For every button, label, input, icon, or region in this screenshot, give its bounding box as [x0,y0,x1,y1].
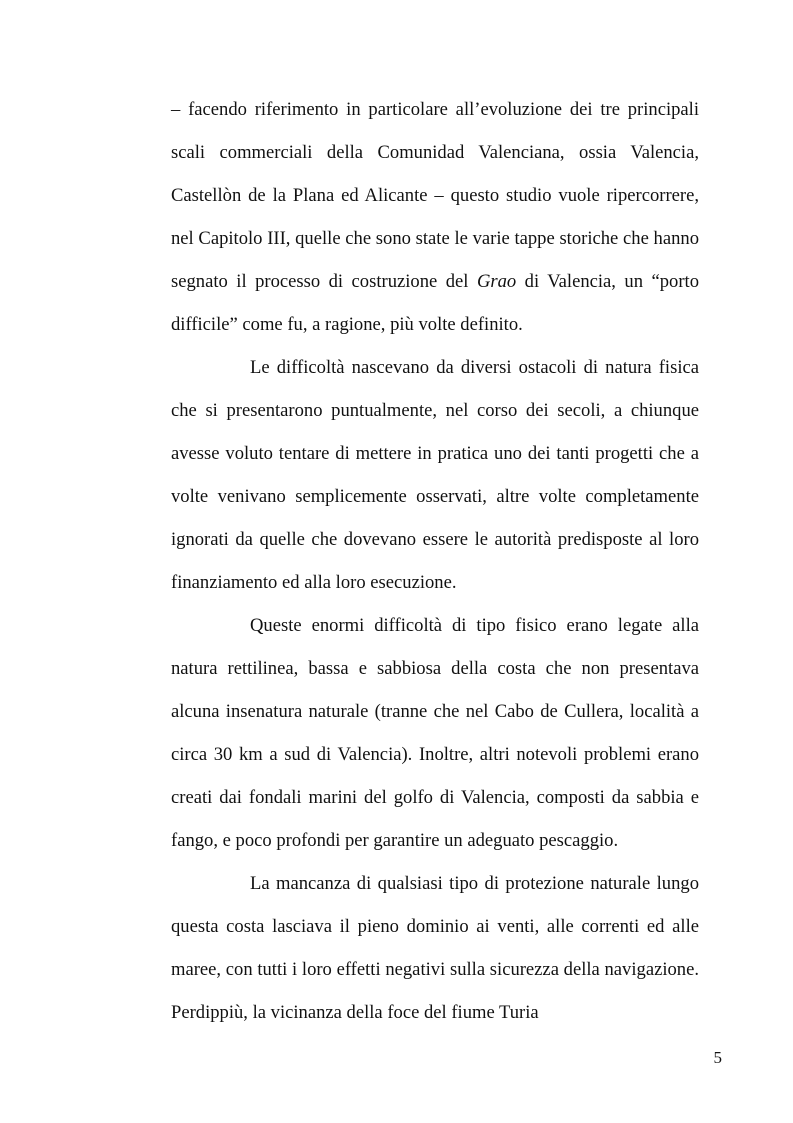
body-text [171,88,699,1034]
paragraph-4: La mancanza di qualsiasi tipo di protezione naturale lungo questa costa lasciava il pieno dominio ai venti, alle correnti ed alle maree, con tutti i loro effetti negativi sulla sicurezza della navigazione. Perdippiù, la vicinanza della foce del fiume Turia [171,873,699,1023]
paragraph-2: Le difficoltà nascevano da diversi ostacoli di natura fisica che si presentarono puntualmente, nel corso dei secoli, a chiunque avesse voluto tentare di mettere in pratica uno dei tanti progetti che a volte venivano semplicemente osservati, altre volte completamente ignorati da quelle che dovevano essere le autorità predisposte al loro finanziamento ed alla loro esecuzione. [171,357,699,593]
paragraph-1 [171,88,699,346]
paragraph-1-part-3: di Valencia, un “porto difficile” come fu, a ragione, più volte definito. [171,271,699,335]
page-number: 5 [713,1048,722,1067]
paragraph-3: Queste enormi difficoltà di tipo fisico erano legate alla natura rettilinea, bassa e sabbiosa della costa che non presentava alcuna insenatura naturale (tranne che nel Cabo de Cullera, località a circa 30 km a sud di Valencia). Inoltre, altri notevoli problemi erano creati dai fondali marini del golfo di Valencia, composti da sabbia e fango, e poco profondi per garantire un adeguato pescaggio. [171,615,699,851]
paragraph-1-part-1: – facendo riferimento in particolare all’evoluzione dei tre principali scali commerciali della Comunidad Valenciana, ossia Valencia, Castellòn de la Plana ed Alicante – questo studio vuole ripercorrere, nel Capitolo III, quelle che sono state le varie tappe storiche che hanno segnato il processo di costruzione del [171,99,699,292]
italic-term-grao: Grao [476,271,517,292]
